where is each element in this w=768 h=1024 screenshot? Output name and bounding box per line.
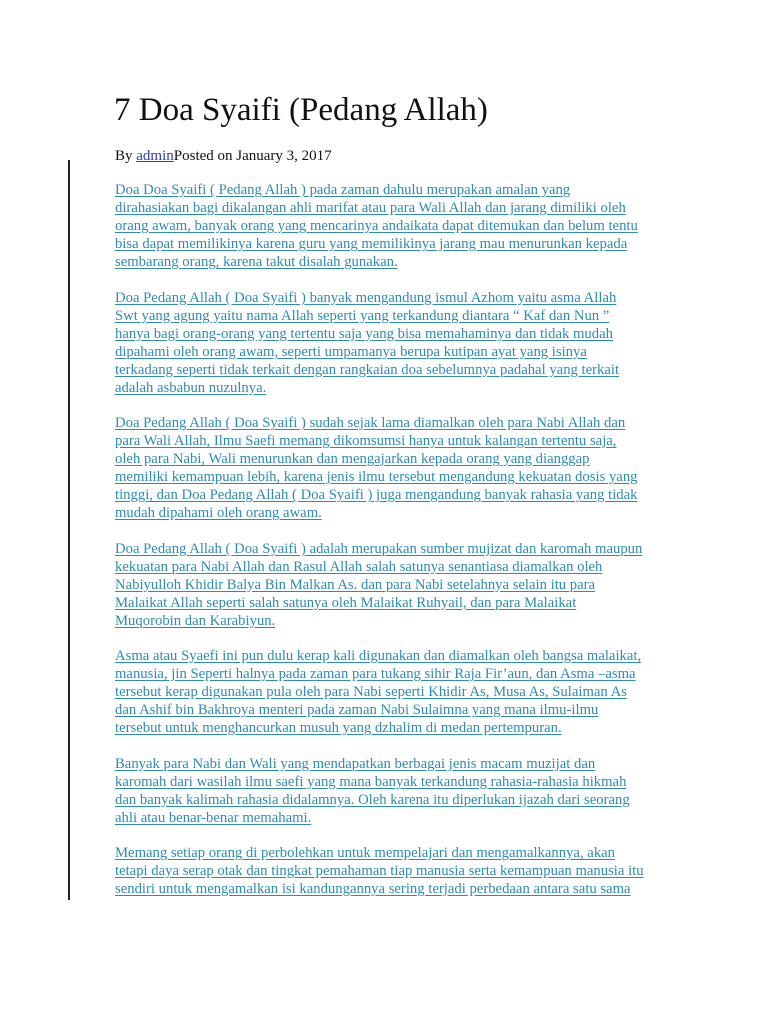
paragraph-link-line[interactable]: adalah asbabun nuzulnya.: [115, 379, 267, 396]
paragraph-link-line[interactable]: kekuatan para Nabi Allah dan Rasul Allah salah satunya senantiasa diamalkan oleh: [115, 558, 603, 575]
byline-by: By: [115, 148, 137, 164]
article-paragraph: [115, 289, 655, 397]
paragraph-link-line[interactable]: Nabiyulloh Khidir Balya Bin Malkan As. dan para Nabi setelahnya selain itu para: [115, 576, 596, 593]
page-title: 7 Doa Syaifi (Pedang Allah): [114, 92, 488, 128]
paragraph-link-line[interactable]: karomah dari wasilah ilmu saefi yang mana banyak terkandung rahasia-rahasia hikmah: [115, 773, 627, 790]
byline-posted-date: Posted on January 3, 2017: [173, 148, 332, 164]
article-paragraph: [115, 844, 655, 898]
paragraph-link-line[interactable]: dirahasiakan bagi dikalangan ahli marifat atau para Wali Allah dan jarang dimiliki oleh: [115, 200, 626, 216]
paragraph-link-line[interactable]: memiliki kemampuan lebih, karena jenis ilmu tersebut mengandung kekuatan dosis yang: [115, 469, 638, 485]
paragraph-link-line[interactable]: bisa dapat memilikinya karena guru yang memilikinya jarang mau menurunkan kepada: [115, 236, 628, 252]
paragraph-link-line[interactable]: tersebut untuk menghancurkan musuh yang dzhalim di medan pertempuran.: [115, 720, 562, 736]
paragraph-link-line[interactable]: oleh para Nabi, Wali menurunkan dan mengajarkan kepada orang yang dianggap: [115, 451, 590, 467]
article-paragraph: [115, 647, 655, 737]
paragraph-link-line[interactable]: Doa Doa Syaifi ( Pedang Allah ) pada zaman dahulu merupakan amalan yang: [115, 182, 571, 198]
margin-rule: [68, 160, 70, 900]
paragraph-link-line[interactable]: dan banyak kalimah rahasia didalamnya. Oleh karena itu diperlukan ijazah dari seorang: [115, 791, 630, 808]
paragraph-link-line[interactable]: Doa Pedang Allah ( Doa Syaifi ) sudah sejak lama diamalkan oleh para Nabi Allah dan: [115, 415, 626, 431]
article-paragraph: [115, 540, 655, 630]
paragraph-link-line[interactable]: tersebut kerap digunakan pula oleh para Nabi seperti Khidir As, Musa As, Sulaiman As: [115, 684, 627, 700]
paragraph-link-line[interactable]: dipahami oleh orang awam, seperti umpamanya berupa kutipan ayat yang isinya: [115, 343, 587, 360]
paragraph-link-line[interactable]: sendiri untuk mengamalkan isi kandungannya sering terjadi perbedaan antara satu sama: [115, 881, 631, 897]
paragraph-link-line[interactable]: ahli atau benar-benar memahami.: [115, 809, 312, 826]
paragraph-link-line[interactable]: para Wali Allah, Ilmu Saefi memang dikomsumsi hanya untuk kalangan tertentu saja,: [115, 433, 617, 449]
article-paragraph: [115, 414, 655, 522]
paragraph-link-line[interactable]: Doa Pedang Allah ( Doa Syaifi ) adalah merupakan sumber mujizat dan karomah maupun: [115, 540, 643, 557]
paragraph-link-line[interactable]: dan Ashif bin Bakhroya menteri pada zaman Nabi Sulaimna yang mana ilmu-ilmu: [115, 702, 599, 718]
paragraph-link-line[interactable]: orang awam, banyak orang yang mencarinya andaikata dapat ditemukan dan belum tentu: [115, 218, 638, 234]
paragraph-link-line[interactable]: Banyak para Nabi dan Wali yang mendapatkan berbagai jenis macam muzijat dan: [115, 755, 596, 772]
paragraph-link-line[interactable]: tetapi daya serap otak dan tingkat pemahaman tiap manusia serta kemampuan manusia itu: [115, 863, 644, 879]
author-link[interactable]: admin: [136, 148, 174, 164]
paragraph-link-line[interactable]: terkadang seperti tidak terkait dengan rangkaian doa sebelumnya padahal yang terkait: [115, 361, 620, 378]
paragraph-link-line[interactable]: manusia, jin Seperti halnya pada zaman para tukang sihir Raja Fir’aun, dan Asma –asma: [115, 666, 636, 682]
paragraph-link-line[interactable]: Muqorobin dan Karabiyun.: [115, 612, 276, 629]
paragraph-link-line[interactable]: sembarang orang, karena takut disalah gunakan.: [115, 254, 398, 270]
paragraph-link-line[interactable]: mudah dipahami oleh orang awam.: [115, 505, 322, 521]
paragraph-link-line[interactable]: Doa Pedang Allah ( Doa Syaifi ) banyak mengandung ismul Azhom yaitu asma Allah: [115, 289, 617, 306]
paragraph-link-line[interactable]: Swt yang agung yaitu nama Allah seperti yang terkandung diantara “ Kaf dan Nun ”: [115, 307, 610, 324]
paragraph-link-line[interactable]: tinggi, dan Doa Pedang Allah ( Doa Syaifi ) juga mengandung banyak rahasia yang tidak: [115, 487, 638, 503]
article-body: [115, 181, 655, 916]
byline: [115, 146, 332, 166]
paragraph-link-line[interactable]: Malaikat Allah seperti salah satunya oleh Malaikat Ruhyail, dan para Malaikat: [115, 594, 577, 611]
paragraph-link-line[interactable]: Asma atau Syaefi ini pun dulu kerap kali digunakan dan diamalkan oleh bangsa malaikat,: [115, 648, 642, 664]
paragraph-link-line[interactable]: hanya bagi orang-orang yang tertentu saja yang bisa memahaminya dan tidak mudah: [115, 325, 613, 342]
article-paragraph: [115, 755, 655, 827]
paragraph-link-line[interactable]: Memang setiap orang di perbolehkan untuk mempelajari dan mengamalkannya, akan: [115, 845, 616, 861]
article-paragraph: [115, 181, 655, 271]
